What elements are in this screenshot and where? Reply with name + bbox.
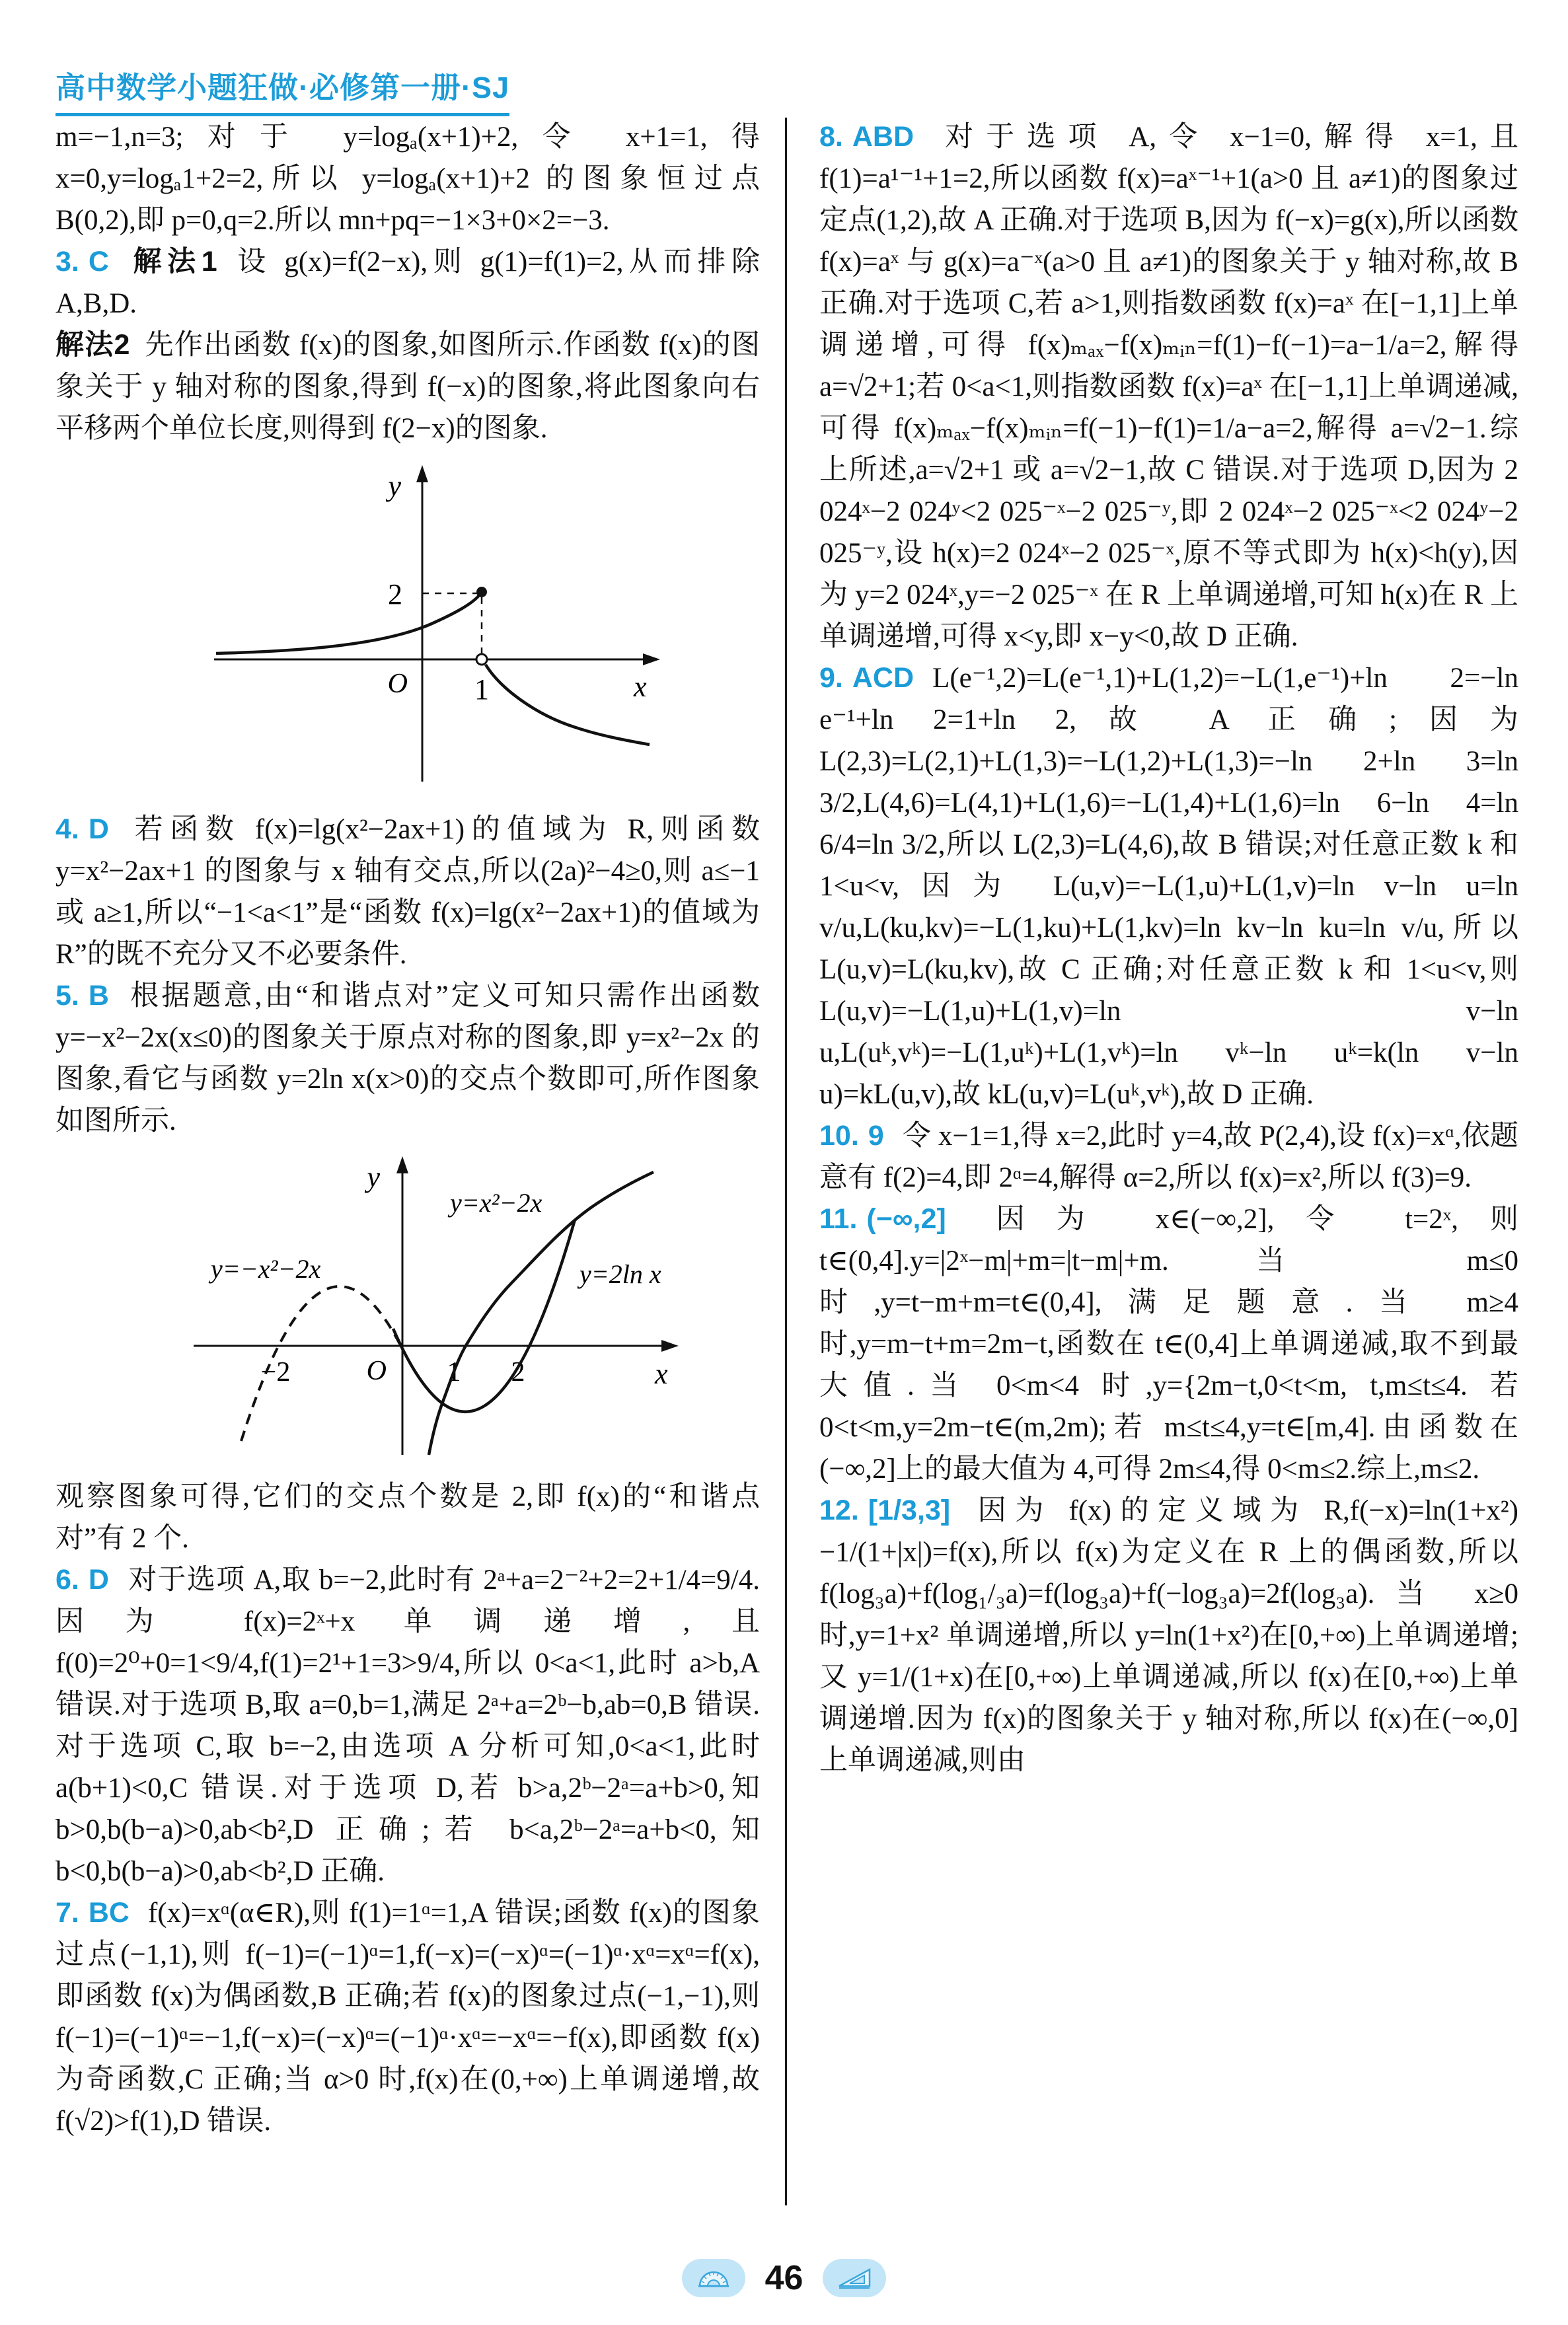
solution-item-8 [819, 116, 1518, 657]
solution-item-3 [56, 241, 760, 324]
item-number: 4. [56, 813, 79, 845]
tick-label-2: 2 [511, 1357, 525, 1387]
item-number: 8. [819, 121, 843, 153]
item-answer: ACD [852, 662, 915, 694]
curve-label-log: y=2ln x [579, 1259, 661, 1289]
solution-item-11 [819, 1199, 1518, 1490]
column-divider [785, 118, 787, 2205]
solution-text: 对于选项 A,令 x−1=0,解得 x=1,且 f(1)=a¹⁻¹+1=2,所以函数 f(x)=aˣ⁻¹+1(a>0 且 a≠1)的图象过定点(1,2),故 A 正确.对于选项 B,因为 f(−x)=g(x),所以函数 f(x)=aˣ 与 g(x)=a⁻ˣ(a>0 且 a≠1)的图象关于 y 轴对称,故 B 正确.对于选项 C,若 a>1,则指数函数 f(x)=aˣ 在[−1,1]上单调递增,可得 f(x)ₘₐₓ−f(x)ₘᵢₙ=f(1)−f(−1)=a−1/a=2,解得 a=√2+1;若 0<a<1,则指数函数 f(x)=aˣ 在[−1,1]上单调递减,可得 f(x)ₘₐₓ−f(x)ₘᵢₙ=f(−1)−f(1)=1/a−a=2,解得 a=√2−1.综上所述,a=√2+1 或 a=√2−1,故 C 错误.对于选项 D,因为 2 024ˣ−2 024ʸ<2 025⁻ˣ−2 025⁻ʸ,即 2 024ˣ−2 025⁻ˣ<2 024ʸ−2 025⁻ʸ,设 h(x)=2 024ˣ−2 025⁻ˣ,原不等式即为 h(x)<h(y),因为 y=2 024ˣ,y=−2 025⁻ˣ 在 R 上单调递增,可知 h(x)在 R 上单调递增,可得 x<y,即 x−y<0,故 D 正确. [819, 122, 1518, 652]
page-number: 46 [765, 2259, 803, 2297]
curve-label-solid-parabola: y=x²−2x [450, 1188, 542, 1218]
solution-item-7 [56, 1892, 760, 2142]
method-label: 解法2 [56, 329, 130, 361]
function-graph-figure-2 [184, 1151, 687, 1461]
item-answer: (−∞,2] [866, 1203, 946, 1235]
x-axis-label: x [655, 1358, 668, 1390]
open-point [476, 654, 487, 665]
item-number: 9. [819, 662, 843, 694]
page-header [56, 63, 509, 116]
method-label: 解法1 [127, 246, 217, 277]
item-number: 11. [819, 1203, 858, 1235]
item-number: 6. [56, 1564, 79, 1596]
book-title: 高中数学小题狂做·必修第一册·SJ [56, 63, 509, 116]
item-number: 12. [819, 1495, 859, 1526]
origin-label: O [366, 1356, 387, 1386]
curve-left-branch [216, 595, 480, 653]
item-answer: BC [88, 1897, 130, 1929]
x-axis-arrow-icon [643, 653, 660, 665]
solution-text: 因为 f(x)的定义域为 R,f(−x)=ln(1+x²)−1/(1+|x|)=f(x),所以 f(x)为定义在 R 上的偶函数,所以 f(log₃a)+f(log₁/₃a)=f(log₃a)+f(−log₃a)=2f(log₃a).当 x≥0 时,y=1+x² 单调递增,所以 y=ln(1+x²)在[0,+∞)上单调递增;又 y=1/(1+x)在[0,+∞)上单调递减,所以 f(x)在[0,+∞)上单调递增.因为 f(x)的图象关于 y 轴对称,所以 f(x)在(−∞,0]上单调递减,则由 [819, 1495, 1518, 1776]
right-column [819, 116, 1518, 1781]
solution-item-3-method2 [56, 324, 760, 449]
item-answer: D [88, 813, 109, 845]
solution-item-4 [56, 809, 760, 975]
solution-observation [56, 1476, 760, 1559]
item-answer: C [88, 246, 109, 277]
x-axis-label: x [634, 671, 647, 703]
item-number: 10. [819, 1120, 859, 1152]
page-footer [0, 2258, 1568, 2298]
closed-point [476, 587, 487, 597]
solution-text: m=−1,n=3;对于 y=logₐ(x+1)+2,令 x+1=1,得 x=0,y=logₐ1+2=2,所以 y=logₐ(x+1)+2 的图象恒过点 B(0,2),即 p=0,q=2.所以 mn+pq=−1×3+0×2=−3. [56, 122, 760, 236]
y-axis-label: y [388, 470, 401, 502]
solution-text: 对于选项 A,取 b=−2,此时有 2ᵃ+a=2⁻²+2=2+1/4=9/4.因为 f(x)=2ˣ+x 单调递增,且 f(0)=2⁰+0=1<9/4,f(1)=2¹+1=3>9/4,所以 0<a<1,此时 a>b,A 错误.对于选项 B,取 a=0,b=1,满足 2ᵃ+a=2ᵇ−b,ab=0,B 错误.对于选项 C,取 b=−2,由选项 A 分析可知,0<a<1,此时 a(b+1)<0,C 错误.对于选项 D,若 b>a,2ᵇ−2ᵃ=a+b>0,知 b>0,b(b−a)>0,ab<b²,D 正确;若 b<a,2ᵇ−2ᵃ=a+b<0,知 b<0,b(b−a)>0,ab<b²,D 正确. [56, 1565, 760, 1887]
item-answer: ABD [852, 121, 915, 153]
solution-item-5 [56, 975, 760, 1142]
solution-text: 若函数 f(x)=lg(x²−2ax+1)的值域为 R,则函数 y=x²−2ax+1 的图象与 x 轴有交点,所以(2a)²−4≥0,则 a≤−1 或 a≥1,所以“−1<a<1”是“函数 f(x)=lg(x²−2ax+1)的值域为 R”的既不充分又不必要条件. [56, 814, 760, 970]
item-number: 7. [56, 1897, 79, 1929]
solution-item-6 [56, 1559, 760, 1892]
tick-label-1: 1 [474, 673, 489, 706]
x-axis-arrow-icon [661, 1340, 679, 1352]
solution-item-9 [819, 657, 1518, 1115]
curve-label-dashed-parabola: y=−x²−2x [211, 1254, 321, 1284]
solution-text: f(x)=xᵅ(α∈R),则 f(1)=1ᵅ=1,A 错误;函数 f(x)的图象过点(−1,1),则 f(−1)=(−1)ᵅ=1,f(−x)=(−x)ᵅ=(−1)ᵅ·xᵅ=xᵅ=f(x),即函数 f(x)为偶函数,B 正确;若 f(x)的图象过点(−1,−1),则 f(−1)=(−1)ᵅ=−1,f(−x)=(−x)ᵅ=(−1)ᵅ·xᵅ=−xᵅ=−f(x),即函数 f(x)为奇函数,C 正确;当 α>0 时,f(x)在(0,+∞)上单调递增,故 f(√2)>f(1),D 错误. [56, 1898, 760, 2137]
solution-continuation [56, 116, 760, 241]
origin-label: O [387, 669, 408, 699]
solution-text: 设 g(x)=f(2−x),则 g(1)=f(1)=2,从而排除 A,B,D. [56, 246, 760, 319]
y-axis-arrow-icon [416, 465, 428, 482]
item-answer: [1/3,3] [868, 1495, 951, 1526]
item-answer: D [88, 1564, 109, 1596]
function-graph-figure-1 [204, 461, 667, 792]
tick-label-neg2: −2 [260, 1357, 291, 1387]
solution-text: 根据题意,由“和谐点对”定义可知只需作出函数 y=−x²−2x(x≤0)的图象关于原点对称的图象,即 y=x²−2x 的图象,看它与函数 y=2ln x(x>0)的交点个数即可,所作图象如图所示. [56, 980, 760, 1136]
solution-text: 先作出函数 f(x)的图象,如图所示.作函数 f(x)的图象关于 y 轴对称的图象,得到 f(−x)的图象,将此图象向右平移两个单位长度,则得到 f(2−x)的图象. [56, 330, 761, 444]
solution-item-10 [819, 1115, 1518, 1199]
y-axis-label: y [367, 1161, 380, 1193]
solution-text: 因为 x∈(−∞,2],令 t=2ˣ,则 t∈(0,4].y=|2ˣ−m|+m=|t−m|+m.当 m≤0 时,y=t−m+m=t∈(0,4],满足题意.当 m≥4 时,y=m−t+m=2m−t,函数在 t∈(0,4]上单调递减,取不到最大值.当 0<m<4 时,y={2m−t,0<t<m, t,m≤t≤4. 若 0<t<m,y=2m−t∈(m,2m);若 m≤t≤4,y=t∈[m,4].由函数在(−∞,2]上的最大值为 4,可得 2m≤4,得 0<m≤2.综上,m≤2. [819, 1204, 1518, 1485]
solution-text: 观察图象可得,它们的交点个数是 2,即 f(x)的“和谐点对”有 2 个. [56, 1481, 760, 1554]
left-column [56, 116, 760, 2142]
item-number: 3. [56, 246, 79, 277]
item-answer: B [88, 980, 109, 1012]
protractor-badge [682, 2259, 745, 2297]
triangle-ruler-icon [834, 2265, 875, 2291]
curve-right-branch [486, 665, 650, 745]
protractor-icon [693, 2265, 734, 2291]
item-number: 5. [56, 980, 79, 1012]
solution-text: L(e⁻¹,2)=L(e⁻¹,1)+L(1,2)=−L(1,e⁻¹)+ln 2=−ln e⁻¹+ln 2=1+ln 2,故 A 正确;因为 L(2,3)=L(2,1)+L(1,3)=−L(1,2)+L(1,3)=−ln 2+ln 3=ln 3/2,L(4,6)=L(4,1)+L(1,6)=−L(1,4)+L(1,6)=ln 6−ln 4=ln 6/4=ln 3/2,所以 L(2,3)=L(4,6),故 B 错误;对任意正数 k 和 1<u<v,因为 L(u,v)=−L(1,u)+L(1,v)=ln v−ln u=ln v/u,L(ku,kv)=−L(1,ku)+L(1,kv)=ln kv−ln ku=ln v/u,所以 L(u,v)=L(ku,kv),故 C 正确;对任意正数 k 和 1<u<v,则 L(u,v)=−L(1,u)+L(1,v)=ln v−ln u,L(uᵏ,vᵏ)=−L(1,uᵏ)+L(1,vᵏ)=ln vᵏ−ln uᵏ=k(ln v−ln u)=kL(u,v),故 kL(u,v)=L(uᵏ,vᵏ),故 D 正确. [819, 663, 1518, 1110]
triangle-ruler-badge [823, 2259, 886, 2297]
solution-item-12 [819, 1490, 1518, 1781]
tick-label-1: 1 [447, 1357, 461, 1387]
tick-label-2: 2 [388, 578, 402, 610]
y-axis-arrow-icon [396, 1156, 408, 1173]
solution-text: 令 x−1=1,得 x=2,此时 y=4,故 P(2,4),设 f(x)=xᵅ,依题意有 f(2)=4,即 2ᵅ=4,解得 α=2,所以 f(x)=x²,所以 f(3)=9. [819, 1121, 1518, 1193]
item-answer: 9 [868, 1120, 884, 1152]
